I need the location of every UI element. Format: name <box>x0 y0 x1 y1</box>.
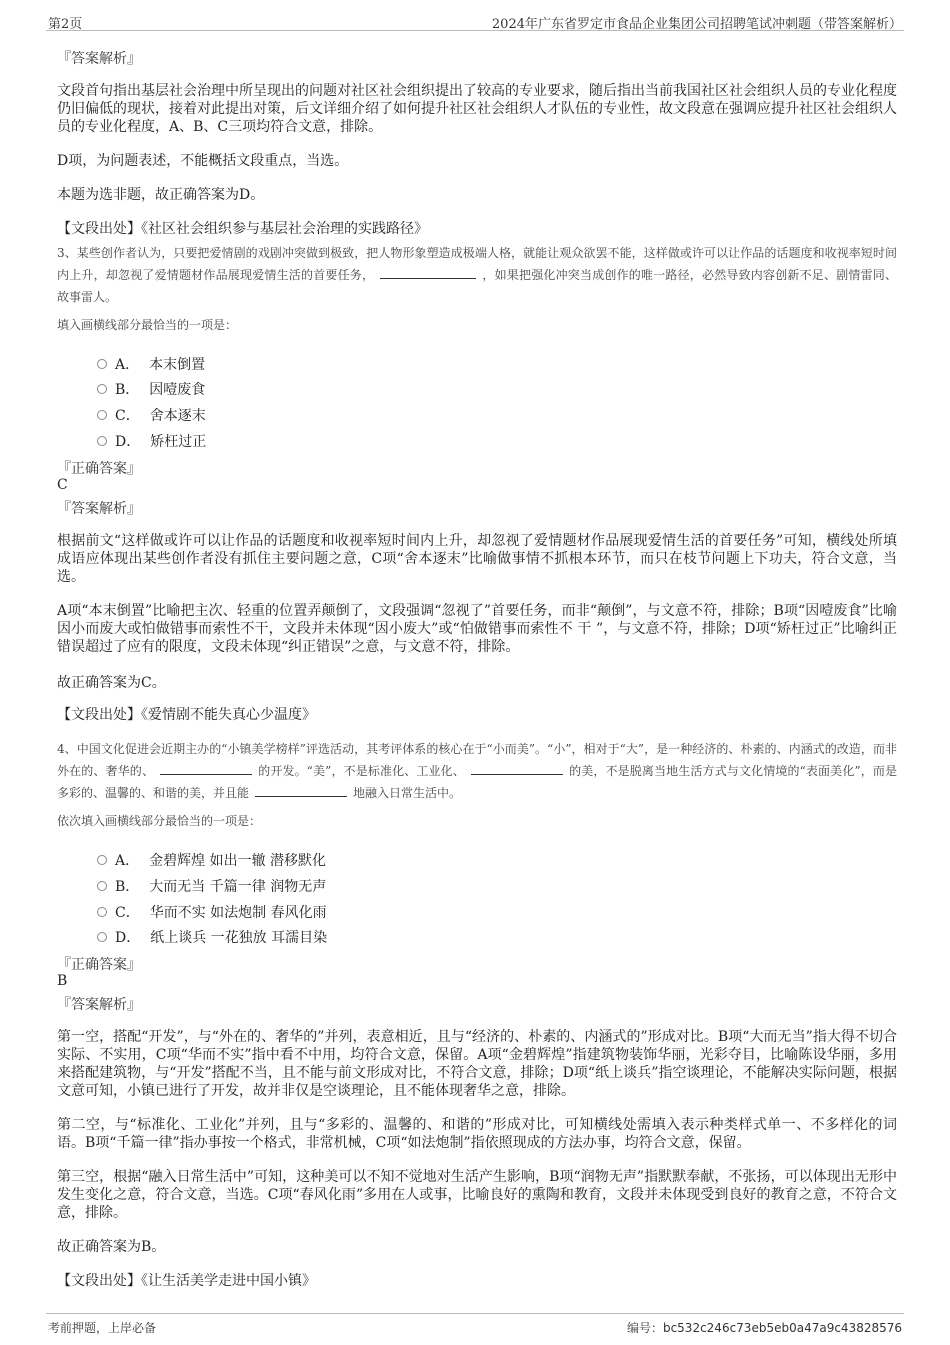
analysis-paragraph: 第三空，根据“融入日常生活中”可知，这种美可以不知不觉地对生活产生影响，B项“润物无声”指默默奉献，不张扬，可以体现出无形中发生变化之意，符合文意，当选。C项“春风化雨”多用在人或事，比喻良好的熏陶和教育，文段并未体现受到良好的教育之意，不符合文意，排除。 <box>57 1169 897 1221</box>
question-prompt: 依次填入画横线部分最恰当的一项是： <box>57 814 262 828</box>
radio-button[interactable] <box>97 855 107 865</box>
page-header <box>46 8 904 31</box>
source-citation: 【文段出处】《社区社会组织参与基层社会治理的实践路径》 <box>57 221 428 237</box>
question-text: 的开发。“美”，不是标准化、工业化、 <box>258 764 465 778</box>
page-footer <box>46 1313 904 1340</box>
code-label: 编号： <box>626 1321 663 1335</box>
analysis-heading: 『答案解析』 <box>57 997 141 1013</box>
analysis-heading: 『答案解析』 <box>57 501 141 517</box>
option-text: 矫枉过正 <box>150 434 207 450</box>
option-letter: A． <box>115 357 140 373</box>
source-citation: 【文段出处】《爱情剧不能失真心少温度》 <box>57 707 316 723</box>
option-letter: C． <box>115 408 140 424</box>
footer-slogan: 考前押题，上岸必备 <box>48 1321 157 1335</box>
question-text: 地融入日常生活中。 <box>353 786 462 800</box>
option-text: 金碧辉煌 如出一辙 潜移默化 <box>149 853 327 869</box>
option-letter: D． <box>115 930 141 946</box>
option-letter: D． <box>115 434 141 450</box>
option-letter: B． <box>115 382 140 398</box>
code-value: bc532c246c73eb5eb0a47a9c43828576 <box>662 1321 902 1335</box>
analysis-paragraph: A项“本末倒置”比喻把主次、轻重的位置弄颠倒了，文段强调“忽视了”首要任务，而非“颠倒”，与文意不符，排除；B项“因噎废食”比喻因小而废大或怕做错事而索性不干，文段并未体现“因小废大”或“怕做错事而索性不 干 ”，与文意不符，排除；D项“矫枉过正”比喻纠正错误超过了应有的限度，文段未体现“纠正错误”之意，与文意不符，排除。 <box>57 603 897 655</box>
analysis-paragraph: 故正确答案为B。 <box>57 1239 166 1255</box>
option-text: 舍本逐末 <box>149 408 206 424</box>
answer-blank <box>160 762 252 775</box>
question-text: 3、某些创作者认为，只要把爱情剧的戏剧冲突做到极致，把人物形象塑造成极端人格，就能让观众欲罢不能，这样做或许可以让作品的话题度和收视率短时间内上升，却忽视了爱情题材作品展现爱情生活的首要任务， <box>57 246 897 282</box>
radio-button[interactable] <box>97 907 107 917</box>
option-text: 本末倒置 <box>149 357 206 373</box>
analysis-heading: 『答案解析』 <box>57 51 141 67</box>
radio-button[interactable] <box>97 436 107 446</box>
radio-button[interactable] <box>97 881 107 891</box>
question-text: 的美，不是脱离当地生活方式与文化情境的“表面美化”，而是多彩的、温馨的、和谐的美，并且能 <box>57 764 897 800</box>
answer-blank <box>471 762 563 775</box>
analysis-paragraph: 第二空，与“标准化、工业化”并列，且与“多彩的、温馨的、和谐的”形成对比，可知横线处需填入表示种类样式单一、不多样化的词语。B项“千篇一律”指办事按一个格式，非常机械，C项“如法炮制”指依照现成的方法办事，均符合文意，保留。 <box>57 1117 897 1151</box>
analysis-paragraph: 本题为选非题，故正确答案为D。 <box>57 187 265 203</box>
radio-button[interactable] <box>97 384 107 394</box>
question-3-stem <box>57 242 897 308</box>
option-letter: A． <box>115 853 140 869</box>
document-title: 2024年广东省罗定市食品企业集团公司招聘笔试冲刺题（带答案解析） <box>491 17 902 32</box>
option-text: 纸上谈兵 一花独放 耳濡目染 <box>150 930 328 946</box>
source-citation: 【文段出处】《让生活美学走进中国小镇》 <box>57 1273 316 1289</box>
radio-button[interactable] <box>97 359 107 369</box>
option-text: 大而无当 千篇一律 润物无声 <box>149 879 327 895</box>
analysis-paragraph: 文段首句指出基层社会治理中所呈现出的问题对社区社会组织提出了较高的专业要求，随后指出当前我国社区社会组织人员的专业化程度仍旧偏低的现状，接着对此提出对策，后文详细介绍了如何提升社区社会组织人才队伍的专业性，故文段意在强调应提升社区社会组织人员的专业化程度，A、B、C三项均符合文意，排除。 <box>57 83 897 135</box>
answer-blank <box>380 266 476 279</box>
analysis-paragraph: D项，为问题表述，不能概括文段重点，当选。 <box>57 153 349 169</box>
radio-button[interactable] <box>97 932 107 942</box>
analysis-paragraph: 故正确答案为C。 <box>57 675 166 691</box>
analysis-paragraph: 根据前文“这样做或许可以让作品的话题度和收视率短时间内上升，却忽视了爱情题材作品展现爱情生活的首要任务”可知，横线处所填成语应体现出某些创作者没有抓住主要问题之意，C项“舍本逐末”比喻做事情不抓根本环节，而只在枝节问题上下功夫，符合文意，当选。 <box>57 533 897 585</box>
question-4-stem <box>57 738 897 804</box>
correct-answer: C <box>57 477 68 493</box>
correct-answer: B <box>57 973 68 989</box>
question-text: 4、中国文化促进会近期主办的“小镇美学榜样”评选活动，其考评体系的核心在于“小而美”。“小”，相对于“大”，是一种经济的、朴素的、内涵式的改造，而非外在的、奢华的、 <box>57 742 897 778</box>
question-prompt: 填入画横线部分最恰当的一项是： <box>57 318 238 332</box>
correct-answer-heading: 『正确答案』 <box>57 461 141 477</box>
option-text: 华而不实 如法炮制 春风化雨 <box>149 905 327 921</box>
option-letter: C． <box>115 905 140 921</box>
question-text: ，如果把强化冲突当成创作的唯一路径，必然导致内容创新不足、剧情雷同、故事雷人。 <box>57 268 897 304</box>
radio-button[interactable] <box>97 410 107 420</box>
option-text: 因噎废食 <box>149 382 206 398</box>
answer-blank <box>255 784 347 797</box>
page-number: 第2页 <box>48 17 83 32</box>
document-code <box>627 1319 902 1336</box>
correct-answer-heading: 『正确答案』 <box>57 957 141 973</box>
option-letter: B． <box>115 879 140 895</box>
analysis-paragraph: 第一空，搭配“开发”，与“外在的、奢华的”并列，表意相近，且与“经济的、朴素的、内涵式的”形成对比。B项“大而无当”指大得不切合实际、不实用，C项“华而不实”指中看不中用，均符合文意，保留。A项“金碧辉煌”指建筑物装饰华丽，光彩夺目，比喻陈设华丽，多用来搭配建筑物，与“开发”搭配不当，且不能与前文形成对比，不符合文意，排除；D项“纸上谈兵”指空谈理论，不能解决实际问题，根据文意可知，小镇已进行了开发，故并非仅是空谈理论，且不能体现奢华之意，排除。 <box>57 1029 897 1099</box>
